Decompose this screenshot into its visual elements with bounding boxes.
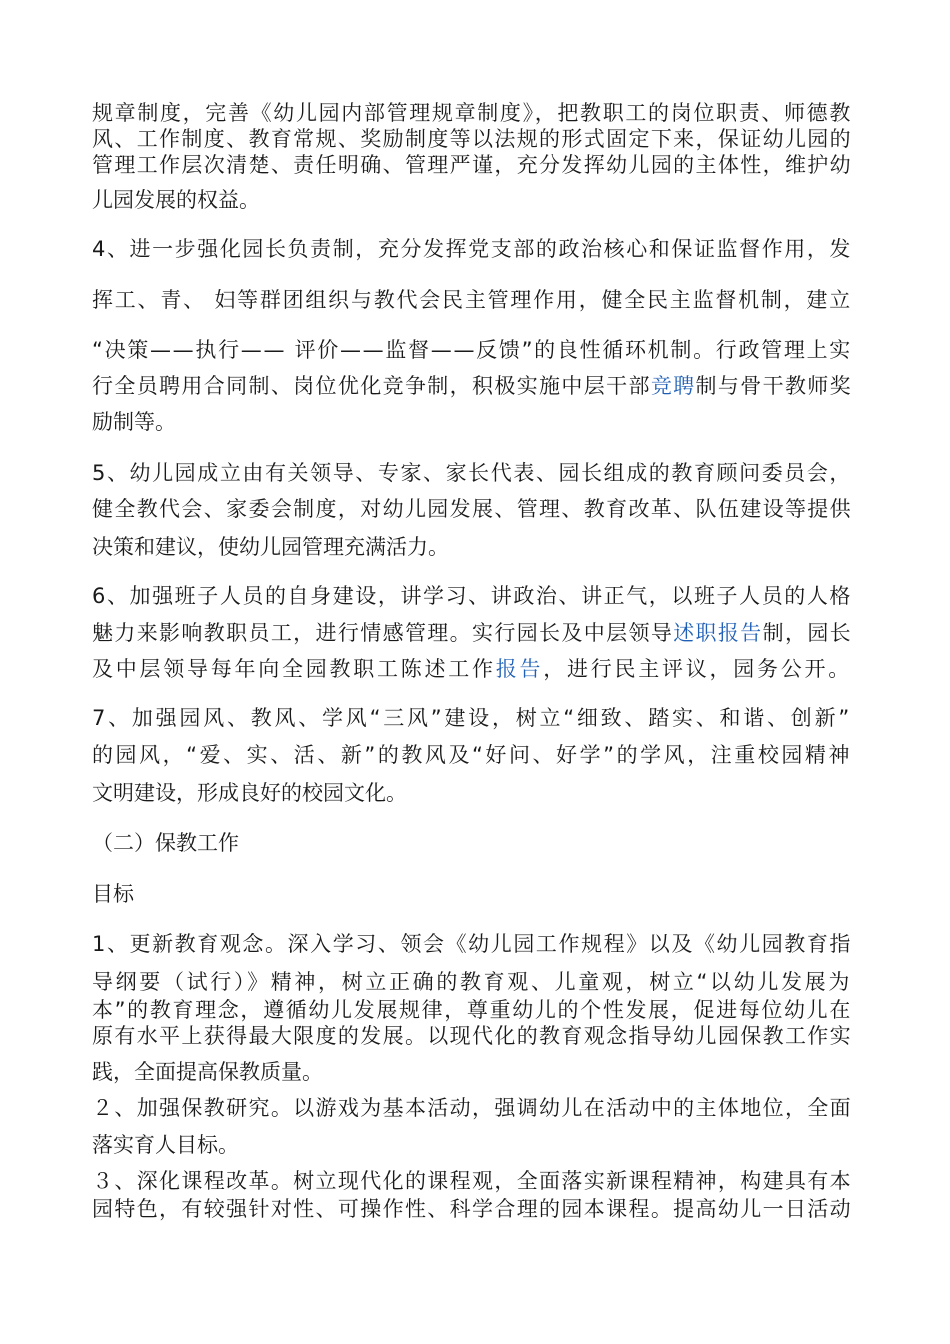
inline-link[interactable]: 竞聘 bbox=[650, 374, 696, 398]
text-run: 制与骨干教师奖 bbox=[695, 374, 853, 398]
text-line bbox=[92, 1199, 852, 1220]
text-run: 践，全面提高保教质量。 bbox=[92, 1060, 323, 1084]
text-line bbox=[92, 129, 852, 150]
text-run: 儿园发展的权益。 bbox=[92, 188, 260, 212]
text-line bbox=[92, 1000, 852, 1021]
text-run: ３、深化课程改革。树立现代化的课程观，全面落实新课程精神，构建具有本 bbox=[92, 1169, 852, 1193]
text-run: 5、幼儿园成立由有关领导、专家、家长代表、园长组成的教育顾问委员会， bbox=[92, 461, 852, 485]
text-run: 4、进一步强化园长负责制，充分发挥党支部的政治核心和保证监督作用，发 bbox=[92, 237, 852, 261]
text-line bbox=[92, 376, 852, 397]
text-run: 制，园长 bbox=[762, 621, 853, 645]
text-line bbox=[92, 155, 852, 176]
text-line bbox=[92, 884, 134, 905]
text-line bbox=[92, 586, 852, 607]
text-line bbox=[92, 290, 852, 311]
inline-link[interactable]: 报告 bbox=[495, 657, 544, 681]
text-run: 目标 bbox=[92, 882, 134, 906]
inline-link[interactable]: 述职报告 bbox=[673, 621, 763, 645]
text-line bbox=[92, 499, 852, 520]
text-line bbox=[92, 340, 852, 361]
text-run: 本”的教育理念，遵循幼儿发展规律，尊重幼儿的个性发展，促进每位幼儿在 bbox=[92, 998, 852, 1022]
text-line bbox=[92, 103, 852, 124]
text-line bbox=[92, 537, 449, 558]
text-run: ２、加强保教研究。以游戏为基本活动，强调幼儿在活动中的主体地位，全面 bbox=[92, 1096, 852, 1120]
text-line bbox=[92, 1062, 323, 1083]
text-line bbox=[92, 1135, 239, 1156]
text-run: 行全员聘用合同制、岗位优化竞争制，积极实施中层干部 bbox=[92, 374, 651, 398]
text-line bbox=[92, 463, 852, 484]
text-line bbox=[92, 708, 852, 729]
text-run: 园特色，有较强针对性、可操作性、科学合理的园本课程。提高幼儿一日活动 bbox=[92, 1197, 852, 1221]
text-run: 7、加强园风、教风、学风“三风”建设，树立“细致、踏实、和谐、创新” bbox=[92, 706, 852, 730]
text-line bbox=[92, 745, 852, 766]
text-line bbox=[92, 412, 176, 433]
text-line bbox=[92, 1171, 852, 1192]
text-run: 1、更新教育观念。深入学习、领会《幼儿园工作规程》以及《幼儿园教育指 bbox=[92, 932, 852, 956]
text-run: ，进行民主评议，园务公开。 bbox=[543, 657, 852, 681]
text-run: 落实育人目标。 bbox=[92, 1133, 239, 1157]
text-run: 规章制度，完善《幼儿园内部管理规章制度》，把教职工的岗位职责、师德教 bbox=[92, 101, 852, 125]
text-run: （二）保教工作 bbox=[92, 831, 239, 855]
text-line bbox=[92, 972, 852, 993]
text-line bbox=[92, 239, 852, 260]
text-line bbox=[92, 190, 260, 211]
text-run: 及中层领导每年向全园教职工陈述工作 bbox=[92, 657, 496, 681]
text-run: 管理工作层次清楚、责任明确、管理严谨，充分发挥幼儿园的主体性，维护幼 bbox=[92, 153, 852, 177]
text-line bbox=[92, 783, 407, 804]
text-run: 6、加强班子人员的自身建设，讲学习、讲政治、讲正气，以班子人员的人格 bbox=[92, 584, 852, 608]
text-line bbox=[92, 623, 852, 644]
text-line bbox=[92, 659, 852, 680]
text-line bbox=[92, 1098, 852, 1119]
text-run: 原有水平上获得最大限度的发展。以现代化的教育观念指导幼儿园保教工作实 bbox=[92, 1024, 852, 1048]
text-line bbox=[92, 833, 239, 854]
text-run: 挥工、青、 妇等群团组织与教代会民主管理作用，健全民主监督机制，建立 bbox=[92, 288, 852, 312]
text-run: “决策——执行—— 评价——监督——反馈”的良性循环机制。行政管理上实 bbox=[92, 338, 852, 362]
text-run: 文明建设，形成良好的校园文化。 bbox=[92, 781, 407, 805]
text-line bbox=[92, 1026, 852, 1047]
text-run: 健全教代会、家委会制度，对幼儿园发展、管理、教育改革、队伍建设等提供 bbox=[92, 497, 852, 521]
text-run: 的园风，“爱、实、活、新”的教风及“好问、好学”的学风，注重校园精神 bbox=[92, 743, 852, 767]
text-line bbox=[92, 934, 852, 955]
text-run: 魅力来影响教职员工，进行情感管理。实行园长及中层领导 bbox=[92, 621, 674, 645]
text-run: 风、工作制度、教育常规、奖励制度等以法规的形式固定下来，保证幼儿园的 bbox=[92, 127, 852, 151]
text-run: 励制等。 bbox=[92, 410, 176, 434]
text-run: 导纲要（试行）》精神，树立正确的教育观、儿童观，树立“以幼儿发展为 bbox=[92, 970, 852, 994]
text-run: 决策和建议，使幼儿园管理充满活力。 bbox=[92, 535, 449, 559]
